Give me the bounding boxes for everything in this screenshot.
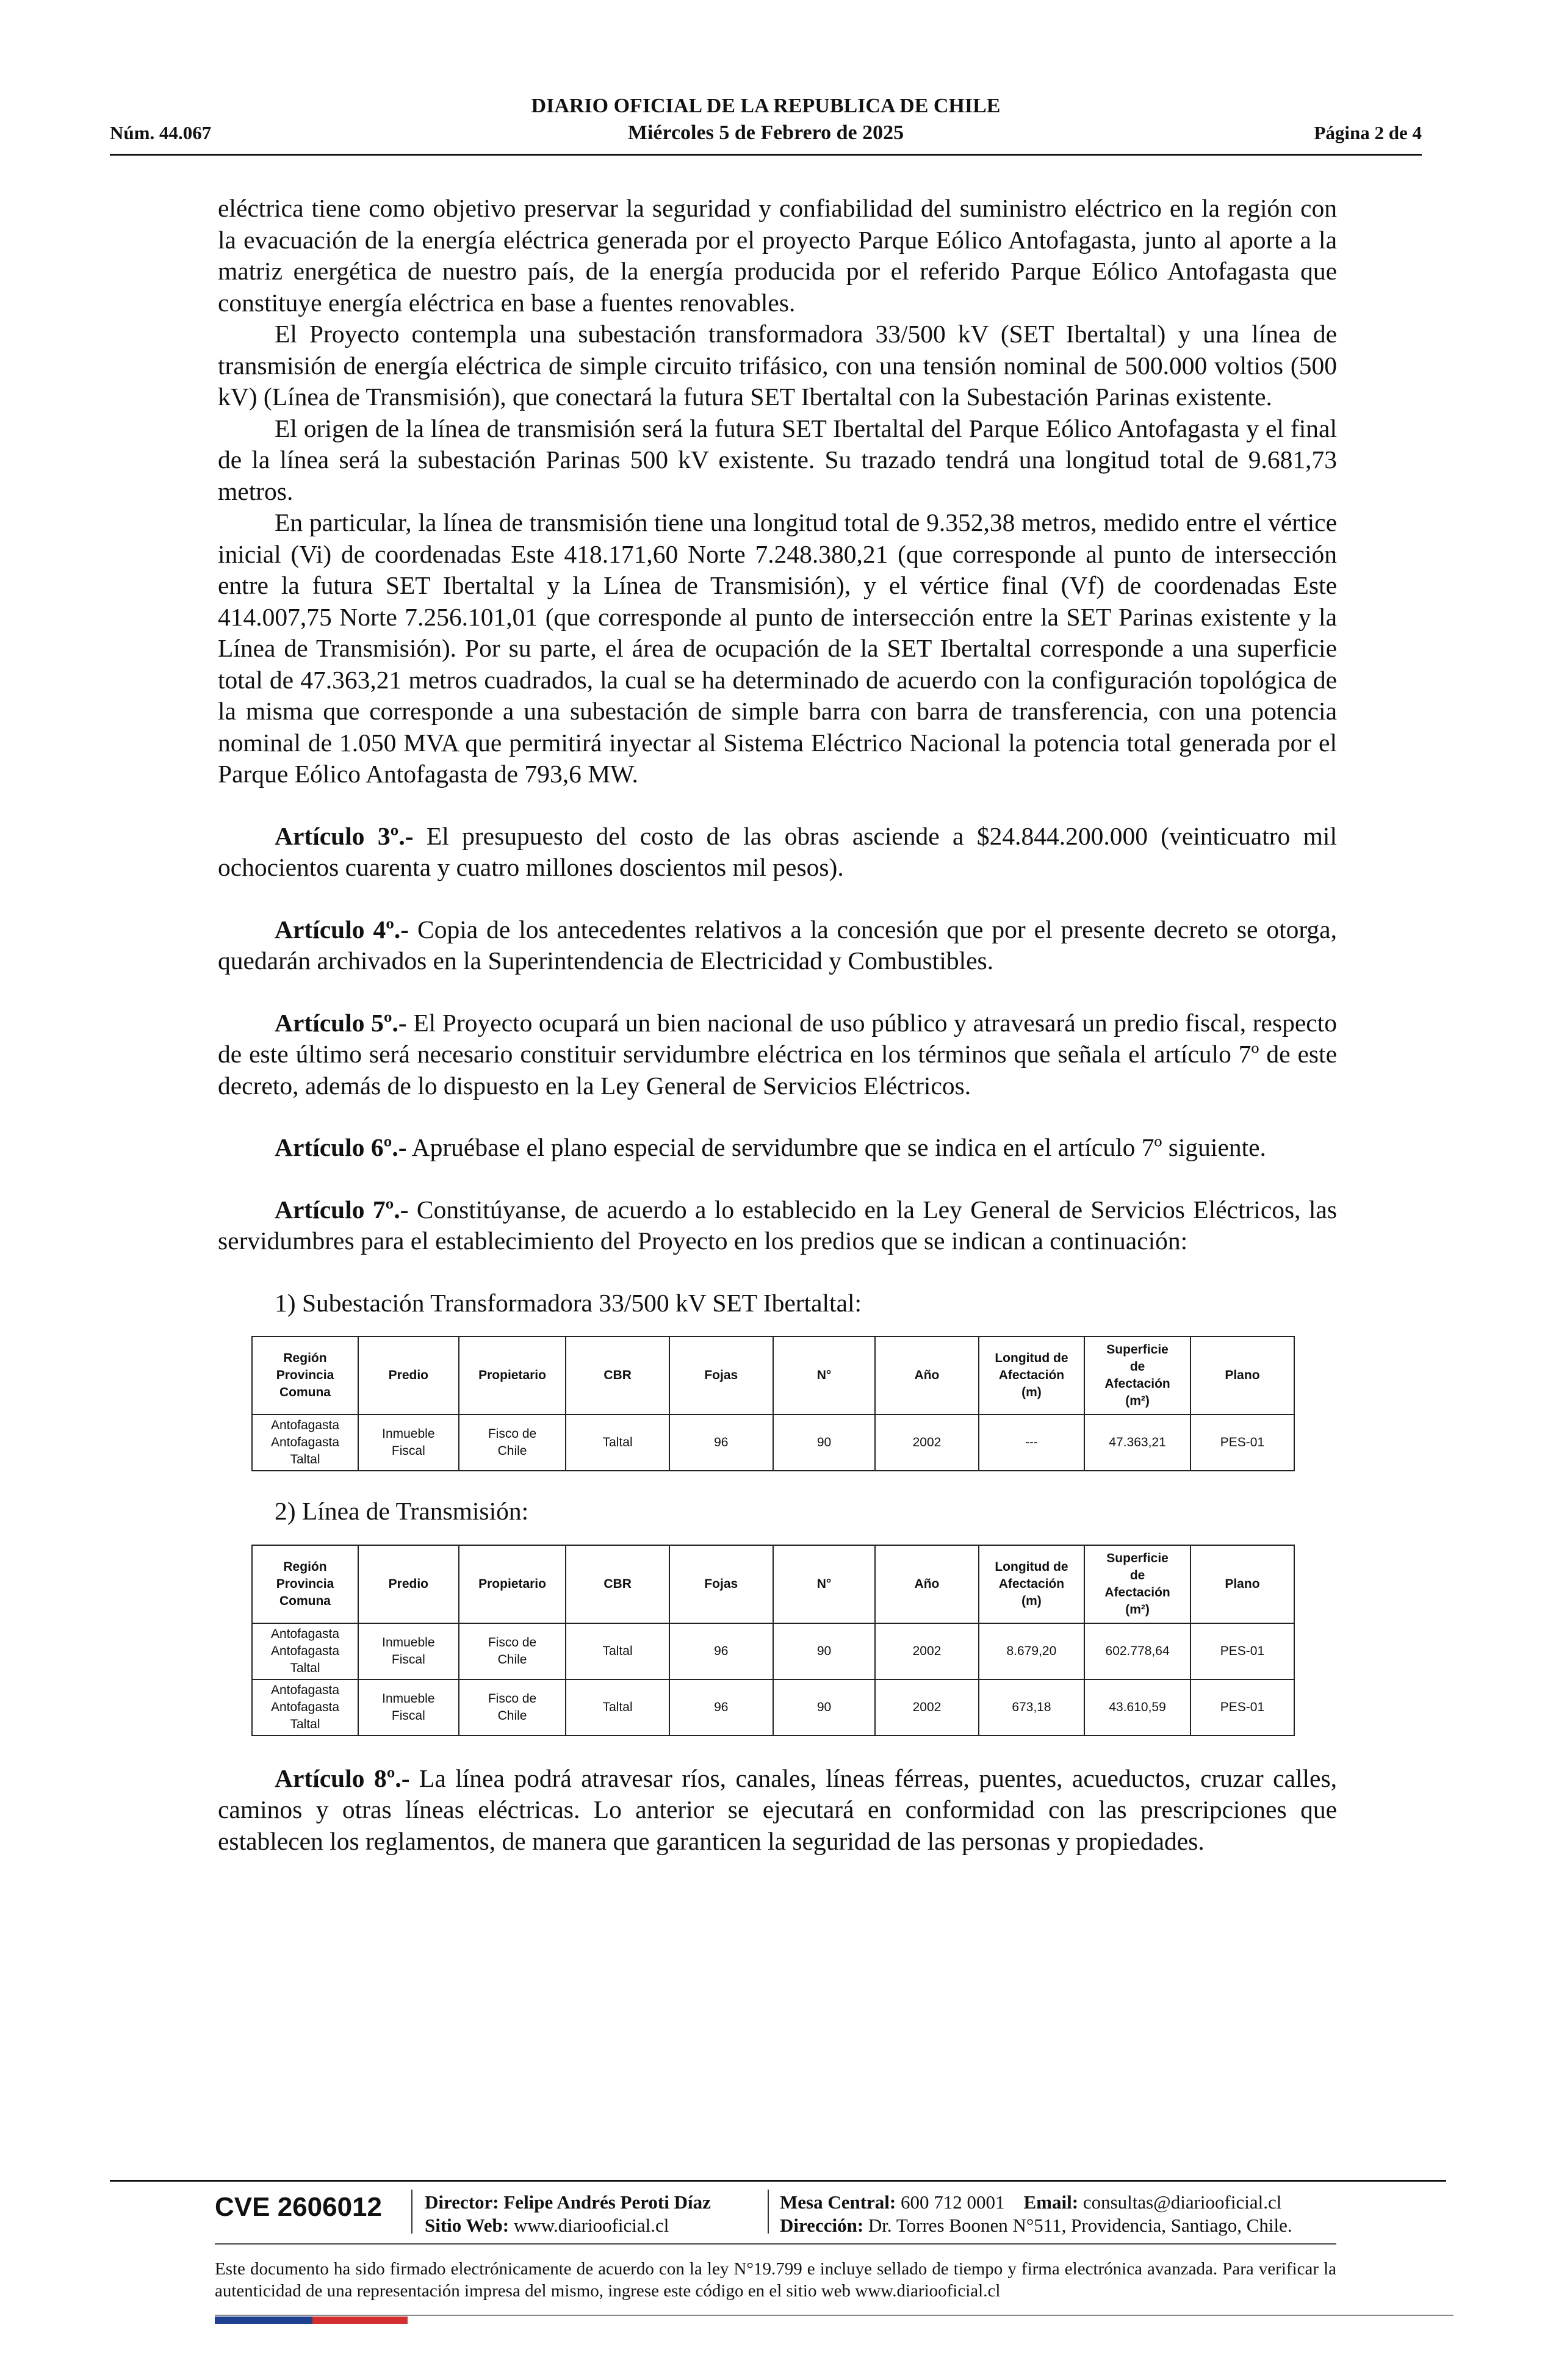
cell-predio: Inmueble Fiscal [358, 1415, 459, 1471]
article-6-text: Apruébase el plano especial de servidumbre que se indica en el artículo 7º siguiente. [406, 1133, 1266, 1161]
cell-numero: 90 [773, 1679, 876, 1736]
header-cbr: CBR [566, 1545, 669, 1623]
cell-plano: PES-01 [1190, 1415, 1294, 1471]
footer-divider-thin [215, 2243, 1336, 2245]
footer-separator [768, 2190, 769, 2234]
article-8 [218, 1763, 1337, 1858]
cell-region: Antofagasta Antofagasta Taltal [252, 1623, 358, 1679]
cell-predio: Inmueble Fiscal [358, 1679, 459, 1736]
cell-cbr: Taltal [566, 1415, 669, 1471]
cell-longitud: --- [979, 1415, 1085, 1471]
footer-divider [110, 2180, 1446, 2182]
email-link[interactable]: consultas@diariooficial.cl [1078, 2191, 1282, 2213]
cell-numero: 90 [773, 1415, 876, 1471]
paragraph-continuation: eléctrica tiene como objetivo preservar la seguridad y confiabilidad del suministro eléctrico en la región con la evacuación de la energía eléctrica generada por el proyecto Parque Eólico Antofagasta, junto al aporte a la matriz energética de nuestro país, de la energía producida por el referido Parque Eólico Antofagasta que constituye energía eléctrica en base a fuentes renovables. [218, 194, 1337, 317]
article-6 [218, 1132, 1337, 1164]
footer-director-block [425, 2191, 711, 2237]
header-anio: Año [875, 1545, 978, 1623]
cell-cbr: Taltal [566, 1623, 669, 1679]
cell-longitud: 673,18 [979, 1679, 1085, 1736]
cell-anio: 2002 [875, 1623, 978, 1679]
cell-region: Antofagasta Antofagasta Taltal [252, 1415, 358, 1471]
paragraph-origin: El origen de la línea de transmisión será la futura SET Ibertaltal del Parque Eólico Antofagasta y el final de la línea será la subestación Parinas 500 kV existente. Su trazado tendrá una longitud total de 9.681,73 metros. [218, 414, 1337, 505]
table-row [252, 1623, 1294, 1679]
header-longitud: Longitud de Afectación (m) [979, 1336, 1085, 1415]
cell-plano: PES-01 [1190, 1679, 1294, 1736]
footer-bottom-line [215, 2315, 1453, 2316]
document-body [218, 193, 1337, 1857]
article-6-label: Artículo 6º.- [275, 1133, 407, 1161]
paragraph-project: El Proyecto contempla una subestación transformadora 33/500 kV (SET Ibertaltal) y una línea de transmisión de energía eléctrica de simple circuito trifásico, con una tensión nominal de 500.000 voltios (500 kV) (Línea de Transmisión), que conectará la futura SET Ibertaltal con la Subestación Parinas existente. [218, 320, 1337, 411]
cve-code: CVE 2606012 [215, 2192, 382, 2222]
cell-predio: Inmueble Fiscal [358, 1623, 459, 1679]
cell-cbr: Taltal [566, 1679, 669, 1736]
phone-number: 600 712 0001 [896, 2191, 1005, 2213]
header-predio: Predio [358, 1545, 459, 1623]
article-7 [218, 1194, 1337, 1257]
cell-fojas: 96 [669, 1623, 773, 1679]
article-4-text: Copia de los antecedentes relativos a la concesión que por el presente decreto se otorga, quedarán archivados en la Superintendencia de Electricidad y Combustibles. [218, 915, 1337, 975]
director-label: Director: [425, 2191, 499, 2213]
header-superficie: Superficie de Afectación (m²) [1084, 1336, 1190, 1415]
header-superficie: Superficie de Afectación (m²) [1084, 1545, 1190, 1623]
cell-numero: 90 [773, 1623, 876, 1679]
list-item-transmission: 2) Línea de Transmisión: [275, 1497, 529, 1525]
article-5-text: El Proyecto ocupará un bien nacional de uso público y atravesará un predio fiscal, respecto de este último será necesario constituir servidumbre eléctrica en los términos que señala el artículo 7º de este decreto, además de lo dispuesto en la Ley General de Servicios Eléctricos. [218, 1008, 1337, 1100]
article-4-label: Artículo 4º.- [275, 915, 409, 943]
article-7-text: Constitúyanse, de acuerdo a lo establecido en la Ley General de Servicios Eléctricos, las servidumbres para el establecimiento del Proyecto en los predios que se indican a continuación: [218, 1195, 1337, 1255]
table-header-row [252, 1545, 1294, 1623]
list-item-substation: 1) Subestación Transformadora 33/500 kV SET Ibertaltal: [275, 1288, 862, 1317]
address-text: Dr. Torres Boonen N°511, Providencia, Santiago, Chile. [863, 2215, 1292, 2236]
article-4 [218, 914, 1337, 977]
cell-superficie: 47.363,21 [1084, 1415, 1190, 1471]
website-label: Sitio Web: [425, 2215, 510, 2236]
cell-anio: 2002 [875, 1679, 978, 1736]
article-7-label: Artículo 7º.- [275, 1195, 409, 1224]
cell-propietario: Fisco de Chile [459, 1679, 566, 1736]
legal-notice: Este documento ha sido firmado electrónicamente de acuerdo con la ley N°19.799 e incluye sellado de tiempo y firma electrónica avanzada. Para verificar la autenticidad de una representación impresa del mismo, ingrese este código en el sitio web www.diariooficial.cl [215, 2259, 1336, 2301]
article-3-label: Artículo 3º.- [275, 821, 414, 850]
header-propietario: Propietario [459, 1336, 566, 1415]
article-3 [218, 821, 1337, 884]
cell-propietario: Fisco de Chile [459, 1623, 566, 1679]
cell-fojas: 96 [669, 1679, 773, 1736]
table-substation [251, 1336, 1295, 1471]
issue-number: Núm. 44.067 [110, 122, 212, 143]
table-row [252, 1415, 1294, 1471]
header-cbr: CBR [566, 1336, 669, 1415]
cell-fojas: 96 [669, 1415, 773, 1471]
article-5-label: Artículo 5º.- [275, 1008, 407, 1037]
director-name: Felipe Andrés Peroti Díaz [499, 2191, 711, 2213]
address-label: Dirección: [780, 2215, 864, 2236]
table-row [252, 1679, 1294, 1736]
cell-longitud: 8.679,20 [979, 1623, 1085, 1679]
header-numero: N° [773, 1336, 876, 1415]
header-longitud: Longitud de Afectación (m) [979, 1545, 1085, 1623]
header-divider [110, 154, 1422, 156]
article-8-text: La línea podrá atravesar ríos, canales, líneas férreas, puentes, acueductos, cruzar calles, caminos y otras líneas eléctricas. Lo anterior se ejecutará en conformidad con las prescripciones que establecen los reglamentos, de manera que garanticen la seguridad de las personas y propiedades. [218, 1764, 1337, 1855]
phone-label: Mesa Central: [780, 2191, 896, 2213]
table-transmission-line [251, 1545, 1295, 1736]
cell-superficie: 602.778,64 [1084, 1623, 1190, 1679]
flag-stripe-red [312, 2317, 408, 2324]
header-anio: Año [875, 1336, 978, 1415]
paragraph-details: En particular, la línea de transmisión tiene una longitud total de 9.352,38 metros, medido entre el vértice inicial (Vi) de coordenadas Este 418.171,60 Norte 7.248.380,21 (que corresponde al punto de intersección entre la futura SET Ibertaltal y la Línea de Transmisión), y el vértice final (Vf) de coordenadas Este 414.007,75 Norte 7.256.101,01 (que corresponde al punto de intersección entre la SET Parinas existente y la Línea de Transmisión). Por su parte, el área de ocupación de la SET Ibertaltal corresponde a una superficie total de 47.363,21 metros cuadrados, la cual se ha determinado de acuerdo con la configuración topológica de la misma que corresponde a una subestación de simple barra con barra de transferencia, con una potencia nominal de 1.050 MVA que permitirá inyectar al Sistema Eléctrico Nacional la potencia total generada por el Parque Eólico Antofagasta de 793,6 MW. [218, 508, 1337, 788]
header-predio: Predio [358, 1336, 459, 1415]
cell-superficie: 43.610,59 [1084, 1679, 1190, 1736]
article-5 [218, 1008, 1337, 1102]
footer-contact-block [780, 2191, 1292, 2237]
issue-date: Miércoles 5 de Febrero de 2025 [627, 121, 904, 144]
header-plano: Plano [1190, 1336, 1294, 1415]
masthead [110, 93, 1422, 146]
cell-region: Antofagasta Antofagasta Taltal [252, 1679, 358, 1736]
cell-plano: PES-01 [1190, 1623, 1294, 1679]
footer-separator [411, 2190, 412, 2234]
header-numero: N° [773, 1545, 876, 1623]
header-plano: Plano [1190, 1545, 1294, 1623]
email-label: Email: [1023, 2191, 1079, 2213]
article-8-label: Artículo 8º.- [275, 1764, 410, 1792]
header-fojas: Fojas [669, 1545, 773, 1623]
cell-propietario: Fisco de Chile [459, 1415, 566, 1471]
article-3-text: El presupuesto del costo de las obras asciende a $24.844.200.000 (veinticuatro mil ochocientos cuarenta y cuatro millones doscientos mil pesos). [218, 821, 1337, 881]
header-region: Región Provincia Comuna [252, 1545, 358, 1623]
header-propietario: Propietario [459, 1545, 566, 1623]
header-region: Región Provincia Comuna [252, 1336, 358, 1415]
website-link[interactable]: www.diariooficial.cl [509, 2215, 669, 2236]
table-header-row [252, 1336, 1294, 1415]
page-header [110, 93, 1422, 154]
header-fojas: Fojas [669, 1336, 773, 1415]
page-indicator: Página 2 de 4 [1314, 122, 1422, 143]
flag-stripe-blue [215, 2317, 312, 2324]
cell-anio: 2002 [875, 1415, 978, 1471]
newspaper-title: DIARIO OFICIAL DE LA REPUBLICA DE CHILE [531, 95, 1001, 117]
